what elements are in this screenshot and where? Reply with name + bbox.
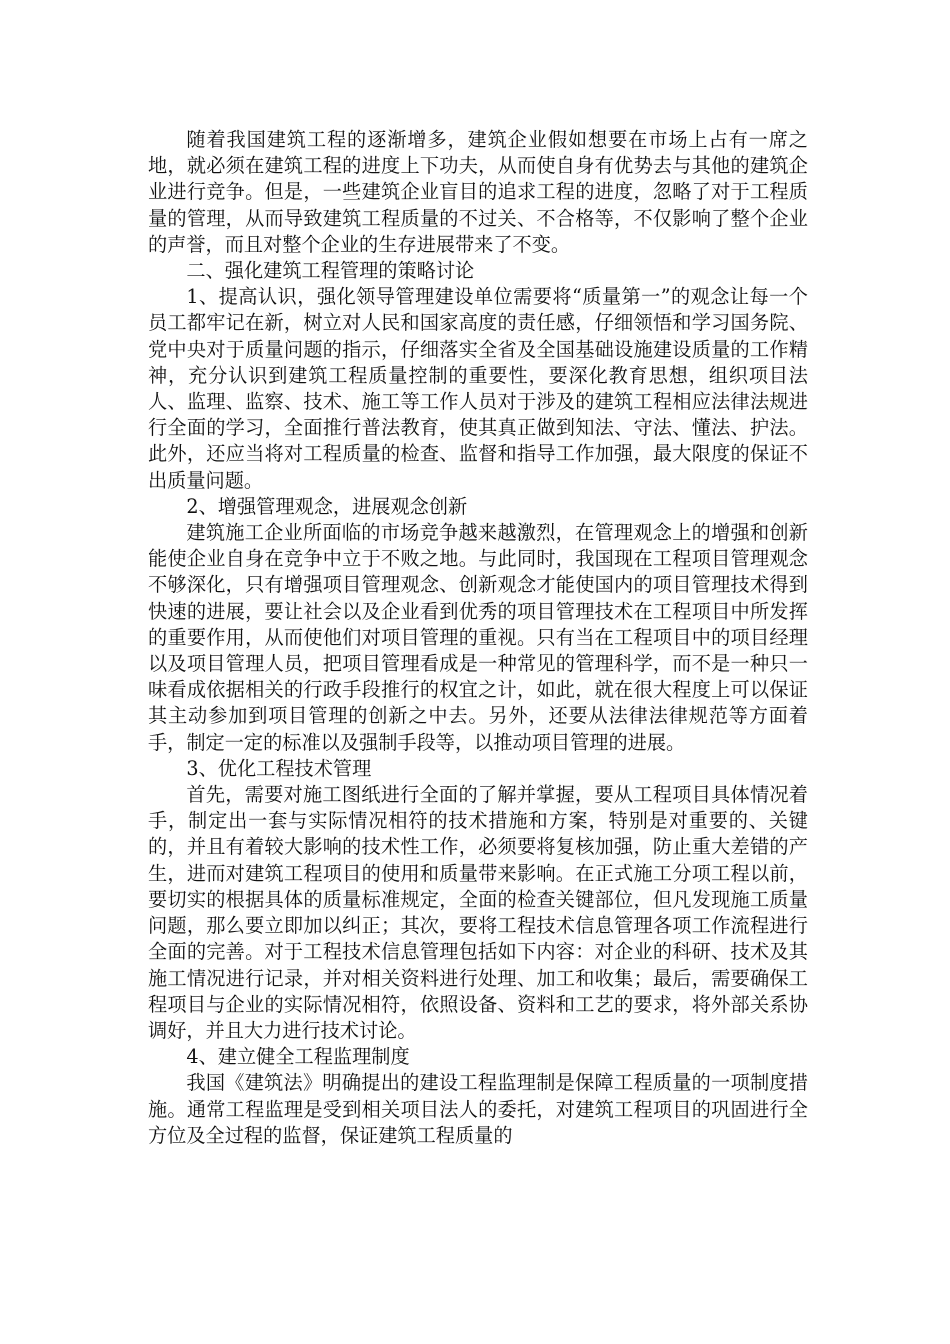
subsection-4-paragraph: 我国《建筑法》明确提出的建设工程监理制是保障工程质量的一项制度措施。通常工程监理是受到相关项目法人的委托，对建筑工程项目的巩固进行全方位及全过程的监督，保证建筑工程质量的 (148, 1071, 808, 1147)
subsection-1-paragraph: 1、提高认识，强化领导管理建设单位需要将“质量第一”的观念让每一个员工都牢记在新，树立对人民和国家高度的责任感，仔细领悟和学习国务院、党中央对于质量问题的指示，仔细落实全省及全国基础设施建设质量的工作精神，充分认识到建筑工程质量控制的重要性，要深化教育思想，组织项目法人、监理、监察、技术、施工等工作人员对于涉及的建筑工程相应法律法规进行全面的学习，全面推行普法教育，使其真正做到知法、守法、懂法、护法。此外，还应当将对工程质量的检查、监督和指导工作加强，最大限度的保证不出质量问题。 (148, 285, 808, 492)
document-page (148, 127, 808, 1149)
intro-paragraph: 随着我国建筑工程的逐渐增多，建筑企业假如想要在市场上占有一席之地，就必须在建筑工程的进度上下功夫，从而使自身有优势去与其他的建筑企业进行竞争。但是，一些建筑企业盲目的追求工程的进度，忽略了对于工程质量的管理，从而导致建筑工程质量的不过关、不合格等，不仅影响了整个企业的声誉，而且对整个企业的生存进展带来了不变。 (148, 128, 808, 256)
section-heading: 二、强化建筑工程管理的策略讨论 (186, 259, 475, 283)
subsection-2-heading: 2、增强管理观念，进展观念创新 (186, 494, 468, 518)
subsection-3-paragraph: 首先，需要对施工图纸进行全面的了解并掌握，要从工程项目具体情况着手，制定出一套与实际情况相符的技术措施和方案，特别是对重要的、关键的，并且有着较大影响的技术性工作，必须要将复核加强，防止重大差错的产生，进而对建筑工程项目的使用和质量带来影响。在正式施工分项工程以前，要切实的根据具体的质量标准规定，全面的检查关键部位，但凡发现施工质量问题，那么要立即加以纠正；其次，要将工程技术信息管理各项工作流程进行全面的完善。对于工程技术信息管理包括如下内容：对企业的科研、技术及其施工情况进行记录，并对相关资料进行处理、加工和收集；最后，需要确保工程项目与企业的实际情况相符，依照设备、资料和工艺的要求，将外部关系协调好，并且大力进行技术讨论。 (148, 783, 808, 1042)
subsection-4-heading: 4、建立健全工程监理制度 (186, 1045, 410, 1069)
subsection-2-paragraph: 建筑施工企业所面临的市场竞争越来越激烈，在管理观念上的增强和创新能使企业自身在竞争中立于不败之地。与此同时，我国现在工程项目管理观念不够深化，只有增强项目管理观念、创新观念才能使国内的项目管理技术得到快速的进展，要让社会以及企业看到优秀的项目管理技术在工程项目中所发挥的重要作用，从而使他们对项目管理的重视。只有当在工程项目中的项目经理以及项目管理人员，把项目管理看成是一种常见的管理科学，而不是一种只一味看成依据相关的行政手段推行的权宜之计，如此，就在很大程度上可以保证其主动参加到项目管理的创新之中去。另外，还要从法律法律规范等方面着手，制定一定的标准以及强制手段等，以推动项目管理的进展。 (148, 521, 808, 754)
subsection-3-heading: 3、优化工程技术管理 (186, 756, 372, 780)
